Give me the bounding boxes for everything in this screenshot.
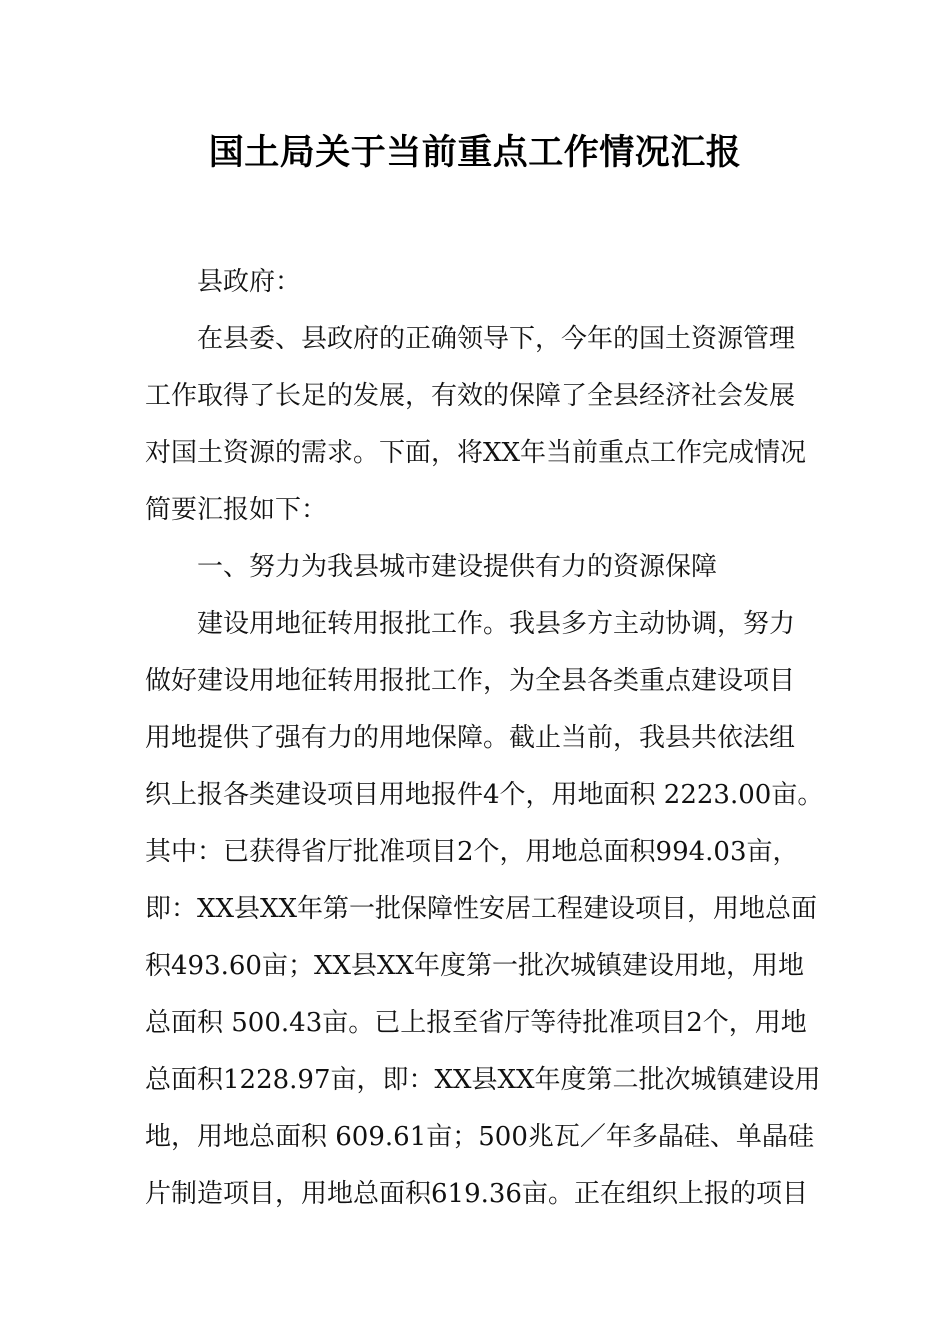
section-heading: 一、努力为我县城市建设提供有力的资源保障 (197, 552, 718, 582)
body-line: 总面积1228.97亩，即：XX县XX年度第二批次城镇建设用 (145, 1065, 821, 1095)
body-line: 织上报各类建设项目用地报件4个，用地面积 2223.00亩。 (145, 780, 824, 810)
body-line: 用地提供了强有力的用地保障。截止当前，我县共依法组 (145, 723, 796, 753)
body-line: 建设用地征转用报批工作。我县多方主动协调，努力 (197, 609, 796, 639)
body-line: 在县委、县政府的正确领导下，今年的国土资源管理 (197, 324, 796, 354)
body-line: 片制造项目，用地总面积619.36亩。正在组织上报的项目 (145, 1179, 808, 1209)
body-line: 其中：已获得省厅批准项目2个，用地总面积994.03亩， (145, 837, 799, 867)
body-line: 地，用地总面积 609.61亩；500兆瓦／年多晶硅、单晶硅 (145, 1122, 814, 1152)
body-line: 即：XX县XX年第一批保障性安居工程建设项目，用地总面 (145, 894, 818, 924)
body-line: 做好建设用地征转用报批工作，为全县各类重点建设项目 (145, 666, 796, 696)
body-line: 总面积 500.43亩。已上报至省厅等待批准项目2个，用地 (145, 1008, 807, 1038)
body-line: 工作取得了长足的发展，有效的保障了全县经济社会发展 (145, 381, 796, 411)
document-title: 国土局关于当前重点工作情况汇报 (208, 133, 742, 173)
salutation: 县政府： (197, 267, 302, 297)
body-line: 简要汇报如下： (145, 495, 328, 525)
body-line: 对国土资源的需求。下面，将XX年当前重点工作完成情况 (145, 438, 807, 468)
body-line: 积493.60亩；XX县XX年度第一批次城镇建设用地，用地 (145, 951, 805, 981)
